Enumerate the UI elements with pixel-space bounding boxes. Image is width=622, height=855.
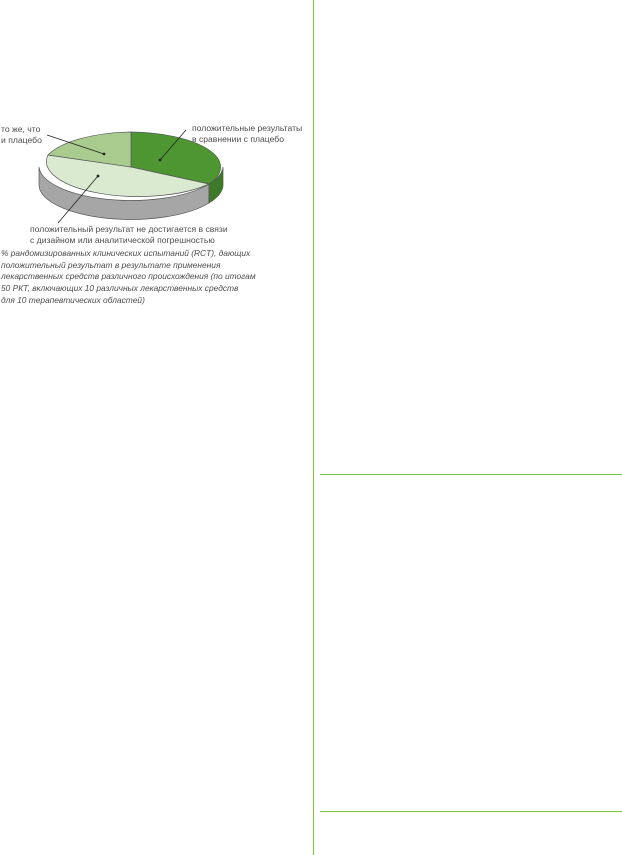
caption-line: 50 РКТ, включающих 10 различных лекарственных средств bbox=[1, 283, 239, 294]
chart-caption bbox=[1, 248, 301, 307]
caption-line: лекарственных средств различного происхождения (по итогам bbox=[1, 271, 256, 282]
leader-dot-placebo bbox=[103, 153, 106, 156]
label-design-line2: с дизайном или аналитической погрешностью bbox=[30, 235, 215, 245]
leader-dot-positive bbox=[159, 159, 162, 162]
caption-line: % рандомизированных клинических испытаний (RCT), дающих bbox=[1, 248, 251, 258]
caption-line: положительный результат в результате применения bbox=[1, 259, 221, 270]
label-positive-line2: в сравнении с плацебо bbox=[192, 134, 284, 144]
right-column-rule-bottom bbox=[320, 811, 622, 812]
label-placebo-line2: и плацебо bbox=[1, 135, 42, 145]
label-positive-line1: положительные результаты bbox=[192, 123, 303, 133]
label-placebo-line1: то же, что bbox=[1, 124, 41, 134]
right-column-rule-top bbox=[320, 474, 622, 475]
caption-line: для 10 терапевтических областей) bbox=[1, 294, 145, 305]
label-design-line1: положительный результат не достигается в связи bbox=[30, 224, 228, 234]
pie-chart bbox=[0, 110, 310, 250]
column-divider bbox=[313, 0, 314, 855]
leader-dot-design bbox=[97, 175, 100, 178]
